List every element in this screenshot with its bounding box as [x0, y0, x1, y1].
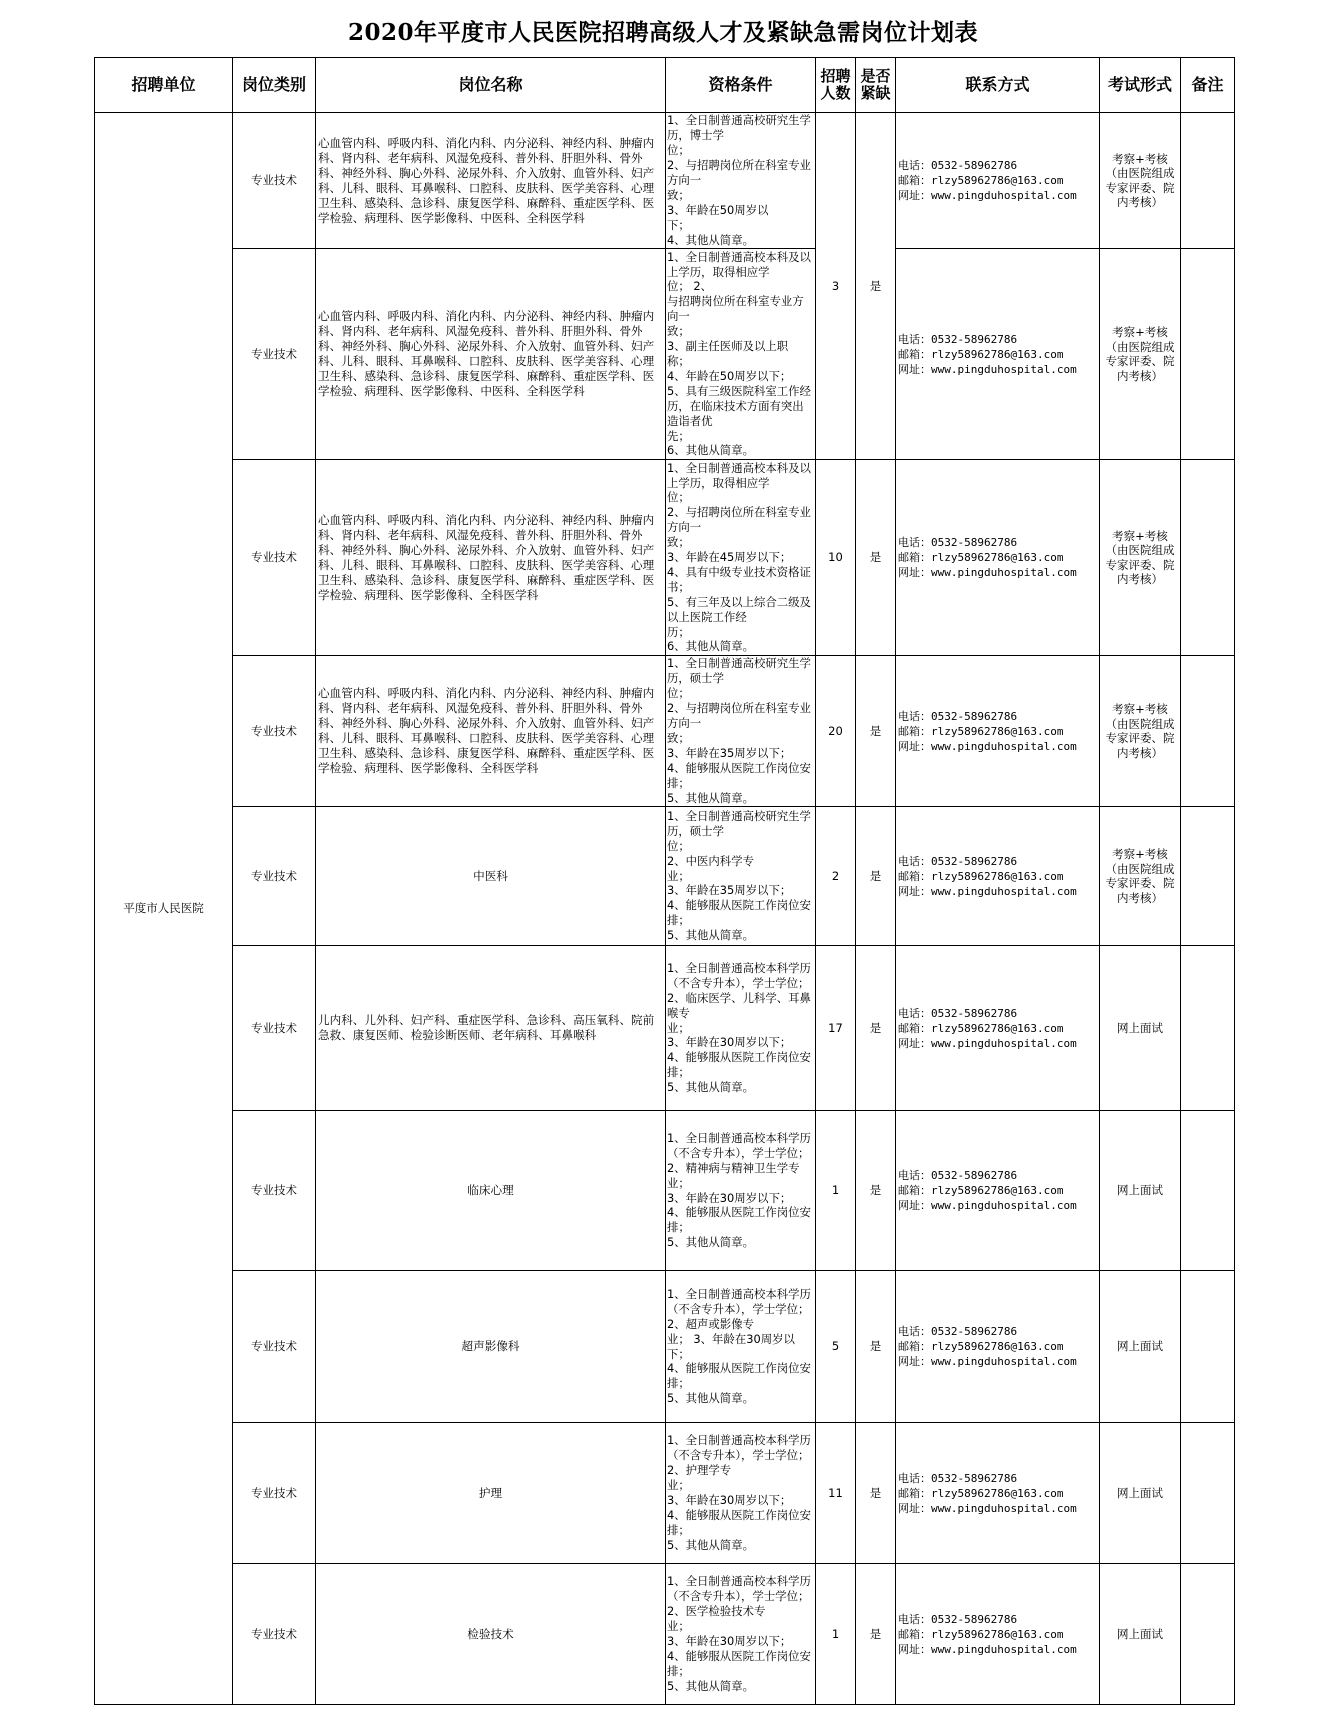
qualification-line: 5、其他从简章。 — [667, 1537, 754, 1552]
header-unit: 招聘单位 — [95, 58, 233, 113]
urgent-cell: 是 — [856, 113, 896, 460]
qualification-line: 4、能够服从医院工作岗位安排； — [667, 898, 811, 928]
recruitment-table — [94, 57, 1235, 1705]
contact-website: 网址：www.pingduhospital.com — [898, 362, 1077, 376]
qualification-line: 位； — [667, 838, 690, 853]
qualification-line: 1、全日制普通高校本科学历（不含专升本），学士学位； — [667, 1130, 811, 1160]
remark-cell — [1181, 1564, 1235, 1705]
exam-line: 内考核） — [1117, 745, 1163, 760]
table-row — [95, 249, 1235, 460]
qualification-line: 2、护理学专 — [667, 1463, 732, 1478]
qualification-line: 4、能够服从医院工作岗位安排； — [667, 1361, 811, 1391]
remark-cell — [1181, 1271, 1235, 1423]
qualification-line: 5、有三年及以上综合二级及以上医院工作经 — [667, 594, 811, 624]
contact-email: 邮箱：rlzy58962786@163.com — [898, 174, 1064, 187]
contact-email: 邮箱：rlzy58962786@163.com — [898, 551, 1064, 564]
qualification-line: 2、与招聘岗位所在科室专业方向一 — [667, 158, 811, 188]
urgent-cell: 是 — [856, 656, 896, 807]
qualification-cell — [666, 460, 816, 656]
count-cell: 1 — [816, 1564, 856, 1705]
exam-cell — [1100, 249, 1181, 460]
qualification-line: 位； — [667, 686, 690, 701]
contact-cell — [896, 460, 1100, 656]
contact-phone: 电话：0532-58962786 — [898, 536, 1018, 549]
urgent-cell: 是 — [856, 1564, 896, 1705]
position-cell: 心血管内科、呼吸内科、消化内科、内分泌科、神经内科、肿瘤内科、肾内科、老年病科、风湿免疫科、普外科、肝胆外科、骨外科、神经外科、胸心外科、泌尿外科、介入放射、血管外科、妇产科、儿科、眼科、耳鼻喉科、口腔科、皮肤科、医学美容科、心理卫生科、感染科、急诊科、康复医学科、麻醉科、重症医学科、医学检验、病理科、医学影像科、全科医学科 — [316, 656, 666, 807]
qualification-line: 业； — [667, 1478, 690, 1493]
qualification-line: 历； — [667, 624, 690, 639]
qualification-line: 4、具有中级专业技术资格证书； — [667, 564, 811, 594]
contact-phone: 电话：0532-58962786 — [898, 1612, 1018, 1626]
header-contact: 联系方式 — [896, 58, 1100, 113]
qualification-line: 3、年龄在50周岁以 — [667, 202, 769, 217]
contact-cell — [896, 113, 1100, 249]
category-cell: 专业技术 — [233, 1564, 316, 1705]
contact-email: 邮箱：rlzy58962786@163.com — [898, 1486, 1064, 1500]
position-cell: 心血管内科、呼吸内科、消化内科、内分泌科、神经内科、肿瘤内科、肾内科、老年病科、风湿免疫科、普外科、肝胆外科、骨外科、神经外科、胸心外科、泌尿外科、介入放射、血管外科、妇产科、儿科、眼科、耳鼻喉科、口腔科、皮肤科、医学美容科、心理卫生科、感染科、急诊科、康复医学科、麻醉科、重症医学科、医学检验、病理科、医学影像科、中医科、全科医学科 — [316, 249, 666, 460]
qualification-line: 3、年龄在35周岁以下； — [667, 745, 792, 760]
qualification-line: 6、其他从简章。 — [667, 443, 754, 458]
unit-cell: 平度市人民医院 — [95, 113, 233, 1705]
exam-line: 网上面试 — [1117, 1183, 1163, 1198]
category-cell: 专业技术 — [233, 249, 316, 460]
qualification-line: 2、中医内科学专 — [667, 853, 754, 868]
exam-line: 内考核） — [1117, 890, 1163, 905]
contact-email: 邮箱：rlzy58962786@163.com — [898, 1627, 1064, 1641]
qualification-line: 2、临床医学、儿科学、耳鼻喉专 — [667, 990, 811, 1020]
qualification-line: 4、能够服从医院工作岗位安排； — [667, 760, 811, 790]
contact-cell — [896, 1423, 1100, 1564]
qualification-line: 位； — [667, 490, 690, 505]
table-row — [95, 460, 1235, 656]
contact-phone: 电话：0532-58962786 — [898, 1471, 1018, 1485]
urgent-cell: 是 — [856, 807, 896, 946]
header-position: 岗位名称 — [316, 58, 666, 113]
category-cell: 专业技术 — [233, 1271, 316, 1423]
exam-cell — [1100, 1564, 1181, 1705]
qualification-cell — [666, 1271, 816, 1423]
position-cell: 中医科 — [316, 807, 666, 946]
header-qualification: 资格条件 — [666, 58, 816, 113]
exam-cell — [1100, 946, 1181, 1111]
qualification-line: 3、年龄在35周岁以下； — [667, 883, 792, 898]
qualification-line: 1、全日制普通高校研究生学历，博士学 — [667, 113, 811, 143]
urgent-cell: 是 — [856, 460, 896, 656]
table-body — [95, 113, 1235, 1705]
exam-cell — [1100, 656, 1181, 807]
qualification-line: 5、具有三级医院科室工作经历，在临床技术方面有突出造诣者优 — [667, 383, 811, 428]
exam-line: 考察+考核 — [1112, 325, 1168, 339]
qualification-cell — [666, 1111, 816, 1271]
qualification-line: 先； — [667, 428, 690, 443]
contact-email: 邮箱：rlzy58962786@163.com — [898, 347, 1064, 361]
qualification-line: 1、全日制普通高校研究生学历，硕士学 — [667, 808, 811, 838]
qualification-line: 业； 3、年龄在30周岁以下； — [667, 1331, 795, 1361]
category-cell: 专业技术 — [233, 807, 316, 946]
position-cell: 护理 — [316, 1423, 666, 1564]
remark-cell — [1181, 656, 1235, 807]
category-cell: 专业技术 — [233, 113, 316, 249]
contact-cell — [896, 1111, 1100, 1271]
exam-line: 专家评委、院 — [1105, 557, 1175, 572]
table-row — [95, 1423, 1235, 1564]
contact-email: 邮箱：rlzy58962786@163.com — [898, 1021, 1064, 1035]
qualification-line: 致； — [667, 187, 690, 202]
count-cell: 17 — [816, 946, 856, 1111]
count-cell: 3 — [816, 113, 856, 460]
position-cell: 检验技术 — [316, 1564, 666, 1705]
count-cell: 5 — [816, 1271, 856, 1423]
contact-cell — [896, 656, 1100, 807]
qualification-line: 6、其他从简章。 — [667, 639, 754, 654]
remark-cell — [1181, 460, 1235, 656]
qualification-line: 3、年龄在30周岁以下； — [667, 1035, 792, 1050]
header-count: 招聘人数 — [816, 58, 856, 113]
qualification-line: 2、医学检验技术专 — [667, 1604, 766, 1619]
exam-cell — [1100, 1271, 1181, 1423]
qualification-cell — [666, 113, 816, 249]
exam-cell — [1100, 1111, 1181, 1271]
table-row — [95, 1271, 1235, 1423]
qualification-line: 1、全日制普通高校本科学历（不含专升本），学士学位； — [667, 960, 811, 990]
exam-line: （由医院组成 — [1105, 543, 1175, 557]
qualification-line: 5、其他从简章。 — [667, 1235, 754, 1250]
qualification-line: 1、全日制普通高校本科及以上学历，取得相应学 — [667, 460, 811, 490]
exam-cell — [1100, 460, 1181, 656]
remark-cell — [1181, 946, 1235, 1111]
qualification-cell — [666, 249, 816, 460]
category-cell: 专业技术 — [233, 656, 316, 807]
qualification-line: 5、其他从简章。 — [667, 790, 754, 805]
qualification-line: 2、精神病与精神卫生学专业； — [667, 1160, 800, 1190]
qualification-line: 4、其他从简章。 — [667, 232, 754, 247]
remark-cell — [1181, 1111, 1235, 1271]
qualification-line: 致； — [667, 731, 690, 745]
qualification-line: 2、与招聘岗位所在科室专业方向一 — [667, 505, 811, 535]
qualification-line: 3、年龄在45周岁以下； — [667, 550, 792, 565]
header-urgent: 是否紧缺 — [856, 58, 896, 113]
qualification-line: 5、其他从简章。 — [667, 1080, 754, 1095]
urgent-cell: 是 — [856, 1111, 896, 1271]
qualification-line: 4、能够服从医院工作岗位安排； — [667, 1050, 811, 1080]
contact-cell — [896, 249, 1100, 460]
qualification-cell — [666, 1423, 816, 1564]
contact-website: 网址：www.pingduhospital.com — [898, 1355, 1077, 1368]
qualification-line: 4、能够服从医院工作岗位安排； — [667, 1507, 811, 1537]
qualification-line: 1、全日制普通高校研究生学历，硕士学 — [667, 656, 811, 686]
count-cell: 10 — [816, 460, 856, 656]
exam-cell — [1100, 807, 1181, 946]
count-cell: 11 — [816, 1423, 856, 1564]
exam-line: （由医院组成 — [1105, 861, 1175, 876]
contact-website: 网址：www.pingduhospital.com — [898, 884, 1077, 898]
contact-cell — [896, 946, 1100, 1111]
page-title: 2020年平度市人民医院招聘高级人才及紧缺急需岗位计划表 — [347, 19, 978, 46]
exam-line: （由医院组成 — [1105, 339, 1175, 354]
exam-line: 专家评委、院 — [1105, 354, 1175, 368]
qualification-line: 3、年龄在30周岁以下； — [667, 1634, 792, 1648]
exam-line: 网上面试 — [1117, 1020, 1163, 1035]
remark-cell — [1181, 807, 1235, 946]
contact-email: 邮箱：rlzy58962786@163.com — [898, 1340, 1064, 1353]
qualification-line: 致； — [667, 535, 690, 550]
qualification-line: 下； — [667, 217, 690, 232]
position-cell: 儿内科、儿外科、妇产科、重症医学科、急诊科、高压氧科、院前急救、康复医师、检验诊断医师、老年病科、耳鼻喉科 — [316, 946, 666, 1111]
contact-phone: 电话：0532-58962786 — [898, 1006, 1018, 1020]
qualification-line: 1、全日制普通高校本科学历（不含专升本），学士学位； — [667, 1574, 811, 1604]
qualification-cell — [666, 1564, 816, 1705]
table-row — [95, 807, 1235, 946]
qualification-line: 2、超声或影像专 — [667, 1316, 754, 1331]
qualification-cell — [666, 946, 816, 1111]
exam-line: 考察+考核 — [1112, 847, 1168, 861]
category-cell: 专业技术 — [233, 460, 316, 656]
exam-line: 考察+考核 — [1112, 151, 1168, 166]
contact-website: 网址：www.pingduhospital.com — [898, 1642, 1077, 1656]
count-cell: 1 — [816, 1111, 856, 1271]
qualification-line: 与招聘岗位所在科室专业方向一 — [667, 294, 804, 324]
qualification-line: 业； — [667, 1619, 690, 1634]
qualification-line: 4、能够服从医院工作岗位安排； — [667, 1205, 811, 1235]
header-row — [95, 58, 1235, 113]
exam-line: 专家评委、院 — [1105, 731, 1175, 745]
qualification-cell — [666, 656, 816, 807]
position-cell: 超声影像科 — [316, 1271, 666, 1423]
exam-cell — [1100, 113, 1181, 249]
category-cell: 专业技术 — [233, 1111, 316, 1271]
remark-cell — [1181, 113, 1235, 249]
position-cell: 心血管内科、呼吸内科、消化内科、内分泌科、神经内科、肿瘤内科、肾内科、老年病科、风湿免疫科、普外科、肝胆外科、骨外科、神经外科、胸心外科、泌尿外科、介入放射、血管外科、妇产科、儿科、眼科、耳鼻喉科、口腔科、皮肤科、医学美容科、心理卫生科、感染科、急诊科、康复医学科、麻醉科、重症医学科、医学检验、病理科、医学影像科、全科医学科 — [316, 460, 666, 656]
category-cell: 专业技术 — [233, 946, 316, 1111]
qualification-line: 5、其他从简章。 — [667, 928, 754, 943]
exam-line: 内考核） — [1117, 368, 1163, 383]
contact-email: 邮箱：rlzy58962786@163.com — [898, 1184, 1064, 1197]
exam-line: （由医院组成 — [1105, 716, 1175, 731]
exam-line: 专家评委、院 — [1105, 876, 1175, 890]
exam-line: 内考核） — [1117, 195, 1163, 209]
qualification-line: 5、其他从简章。 — [667, 1391, 754, 1406]
header-exam: 考试形式 — [1100, 58, 1181, 113]
table-row — [95, 1111, 1235, 1271]
count-cell: 20 — [816, 656, 856, 807]
contact-website: 网址：www.pingduhospital.com — [898, 1199, 1077, 1212]
qualification-line: 4、能够服从医院工作岗位安排； — [667, 1648, 811, 1678]
exam-line: 内考核） — [1117, 572, 1163, 586]
exam-cell — [1100, 1423, 1181, 1564]
contact-website: 网址：www.pingduhospital.com — [898, 1501, 1077, 1515]
contact-email: 邮箱：rlzy58962786@163.com — [898, 869, 1064, 883]
contact-website: 网址：www.pingduhospital.com — [898, 189, 1077, 202]
qualification-line: 4、年龄在50周岁以下； — [667, 368, 792, 383]
urgent-cell: 是 — [856, 946, 896, 1111]
contact-email: 邮箱：rlzy58962786@163.com — [898, 724, 1064, 738]
qualification-line: 1、全日制普通高校本科学历（不含专升本），学士学位； — [667, 1286, 811, 1316]
exam-line: 考察+考核 — [1112, 702, 1168, 716]
contact-cell — [896, 807, 1100, 946]
exam-line: （由医院组成 — [1105, 166, 1175, 180]
contact-phone: 电话：0532-58962786 — [898, 332, 1018, 346]
urgent-cell: 是 — [856, 1423, 896, 1564]
qualification-line: 称； — [667, 354, 690, 368]
exam-line: 专家评委、院 — [1105, 180, 1175, 195]
qualification-line: 1、全日制普通高校本科学历（不含专升本），学士学位； — [667, 1433, 811, 1463]
qualification-line: 位； — [667, 143, 690, 158]
contact-website: 网址：www.pingduhospital.com — [898, 1036, 1077, 1050]
urgent-cell: 是 — [856, 1271, 896, 1423]
contact-phone: 电话：0532-58962786 — [898, 1325, 1018, 1338]
remark-cell — [1181, 1423, 1235, 1564]
contact-phone: 电话：0532-58962786 — [898, 159, 1018, 172]
contact-website: 网址：www.pingduhospital.com — [898, 566, 1077, 579]
position-cell: 临床心理 — [316, 1111, 666, 1271]
qualification-line: 致； — [667, 324, 690, 339]
qualification-line: 3、副主任医师及以上职 — [667, 339, 789, 354]
qualification-line: 3、年龄在30周岁以下； — [667, 1190, 792, 1205]
contact-phone: 电话：0532-58962786 — [898, 854, 1018, 868]
table-row — [95, 946, 1235, 1111]
qualification-line: 业； — [667, 1020, 690, 1035]
header-category: 岗位类别 — [233, 58, 316, 113]
exam-line: 网上面试 — [1117, 1485, 1163, 1500]
contact-website: 网址：www.pingduhospital.com — [898, 739, 1077, 753]
table-row — [95, 656, 1235, 807]
contact-cell — [896, 1564, 1100, 1705]
qualification-line: 3、年龄在30周岁以下； — [667, 1493, 792, 1507]
exam-line: 考察+考核 — [1112, 528, 1168, 543]
exam-line: 网上面试 — [1117, 1339, 1163, 1354]
qualification-line: 1、全日制普通高校本科及以上学历，取得相应学 — [667, 249, 811, 279]
count-cell: 2 — [816, 807, 856, 946]
remark-cell — [1181, 249, 1235, 460]
contact-phone: 电话：0532-58962786 — [898, 709, 1018, 723]
contact-cell — [896, 1271, 1100, 1423]
position-cell: 心血管内科、呼吸内科、消化内科、内分泌科、神经内科、肿瘤内科、肾内科、老年病科、风湿免疫科、普外科、肝胆外科、骨外科、神经外科、胸心外科、泌尿外科、介入放射、血管外科、妇产科、儿科、眼科、耳鼻喉科、口腔科、皮肤科、医学美容科、心理卫生科、感染科、急诊科、康复医学科、麻醉科、重症医学科、医学检验、病理科、医学影像科、中医科、全科医学科 — [316, 113, 666, 249]
qualification-line: 业； — [667, 868, 690, 883]
qualification-line: 位； 2、 — [667, 279, 713, 294]
qualification-line: 2、与招聘岗位所在科室专业方向一 — [667, 701, 811, 731]
qualification-cell — [666, 807, 816, 946]
contact-phone: 电话：0532-58962786 — [898, 1169, 1018, 1182]
table-row — [95, 1564, 1235, 1705]
exam-line: 网上面试 — [1117, 1626, 1163, 1641]
qualification-line: 5、其他从简章。 — [667, 1678, 754, 1693]
category-cell: 专业技术 — [233, 1423, 316, 1564]
table-row — [95, 113, 1235, 249]
header-remark: 备注 — [1181, 58, 1235, 113]
